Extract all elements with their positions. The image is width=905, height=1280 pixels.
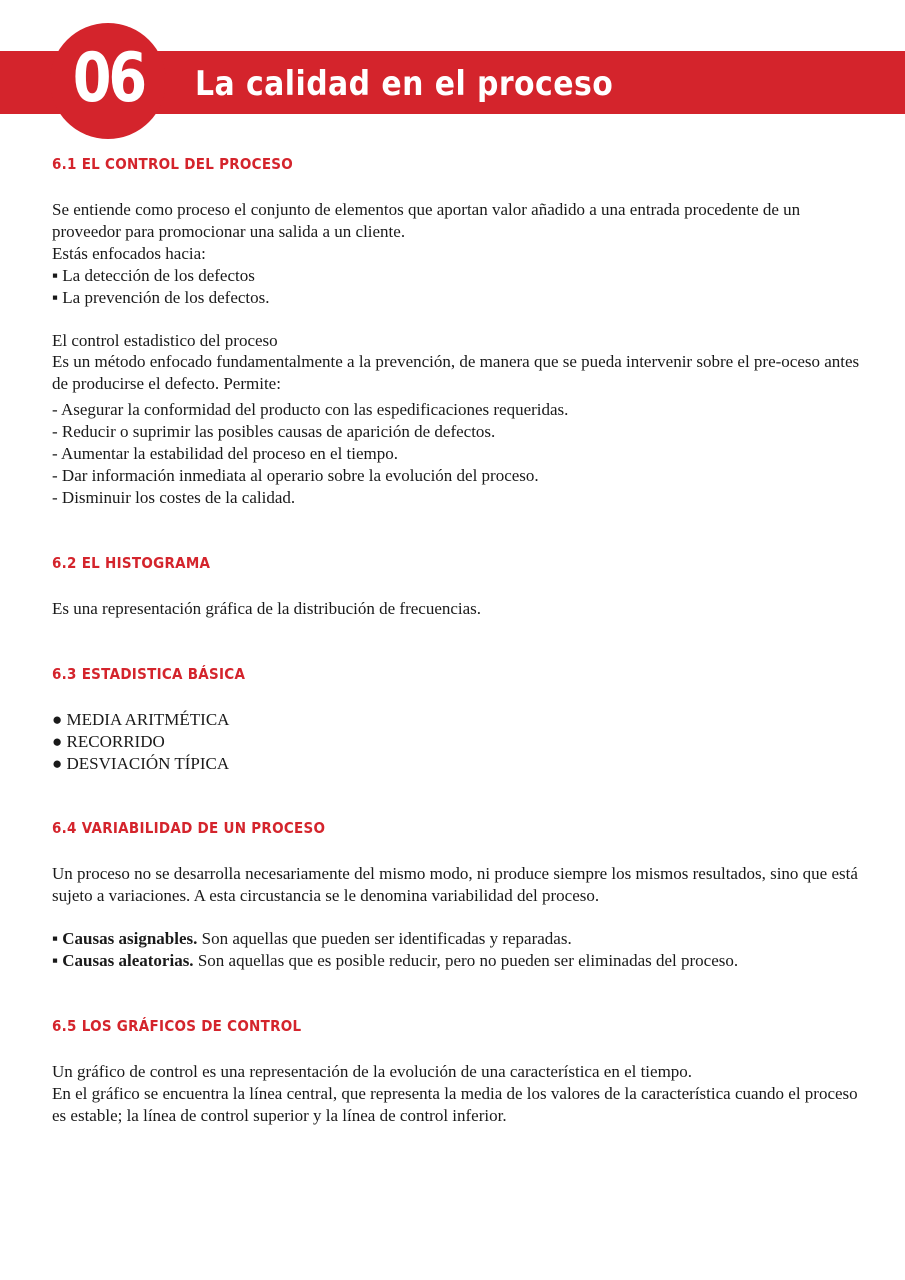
chapter-number-badge: [50, 23, 166, 139]
section-heading: 6.2 EL HISTOGRAMA: [52, 553, 211, 572]
section-control-proceso: [52, 150, 860, 509]
list-item: - Aumentar la estabilidad del proceso en el tiempo.: [52, 444, 399, 464]
section-graficos-control: [52, 1012, 860, 1127]
cause-label: Causas asignables.: [62, 929, 198, 949]
chapter-number: 06: [72, 39, 144, 118]
section-histograma: [52, 549, 860, 620]
cause-item: ▪ Causas aleatorias. Son aquellas que es posible reducir, pero no pueden ser eliminadas del proceso.: [52, 951, 739, 971]
paragraph: Un proceso no se desarrolla necesariamente del mismo modo, ni produce siempre los mismos resultados, sino que está sujeto a variaciones. A esta circustancia se le denomina variabilidad del proceso.: [52, 864, 858, 906]
list-item: - Disminuir los costes de la calidad.: [52, 487, 296, 507]
section-variabilidad: [52, 814, 860, 972]
list-item: ● RECORRIDO: [52, 731, 165, 751]
section-heading: 6.1 EL CONTROL DEL PROCESO: [52, 155, 294, 173]
page-content: [52, 150, 860, 1127]
list-item: ▪ La prevención de los defectos.: [52, 287, 270, 307]
chapter-title: La calidad en el proceso: [195, 64, 614, 104]
list-item: - Asegurar la conformidad del producto con las espedificaciones requeridas.: [52, 400, 569, 420]
section-heading: 6.4 VARIABILIDAD DE UN PROCESO: [52, 819, 326, 838]
list-item: ● MEDIA ARITMÉTICA: [52, 709, 230, 729]
paragraph: Un gráfico de control es una representación de la evolución de una característica en el tiempo.: [52, 1062, 693, 1082]
section-heading: 6.3 ESTADISTICA BÁSICA: [52, 664, 246, 683]
list-item: - Reducir o suprimir las posibles causas de aparición de defectos.: [52, 422, 496, 442]
paragraph: Es una representación gráfica de la distribución de frecuencias.: [52, 598, 482, 618]
section-heading: 6.5 LOS GRÁFICOS DE CONTROL: [52, 1017, 302, 1036]
list-item: ● DESVIACIÓN TÍPICA: [52, 753, 230, 773]
paragraph: El control estadistico del proceso: [52, 330, 278, 350]
cause-item: ▪ Causas asignables. Son aquellas que pueden ser identificadas y reparadas.: [52, 929, 572, 949]
section-estadistica-basica: [52, 660, 860, 775]
paragraph: Es un método enfocado fundamentalmente a la prevención, de manera que se pueda intervenir sobre el pre-oceso antes de producirse el defecto. Permite:: [52, 352, 860, 394]
cause-label: Causas aleatorias.: [62, 951, 194, 971]
list-item: - Dar información inmediata al operario sobre la evolución del proceso.: [52, 465, 539, 485]
paragraph: Se entiende como proceso el conjunto de elementos que aportan valor añadido a una entrada procedente de un proveedor para promocionar una salida a un cliente.: [52, 200, 801, 241]
paragraph: Estás enfocados hacia:: [52, 243, 206, 263]
paragraph: En el gráfico se encuentra la línea central, que representa la media de los valores de la característica cuando el proceso es estable; la línea de control superior y la línea de control inferior.: [52, 1083, 858, 1125]
list-item: ▪ La detección de los defectos: [52, 265, 255, 285]
